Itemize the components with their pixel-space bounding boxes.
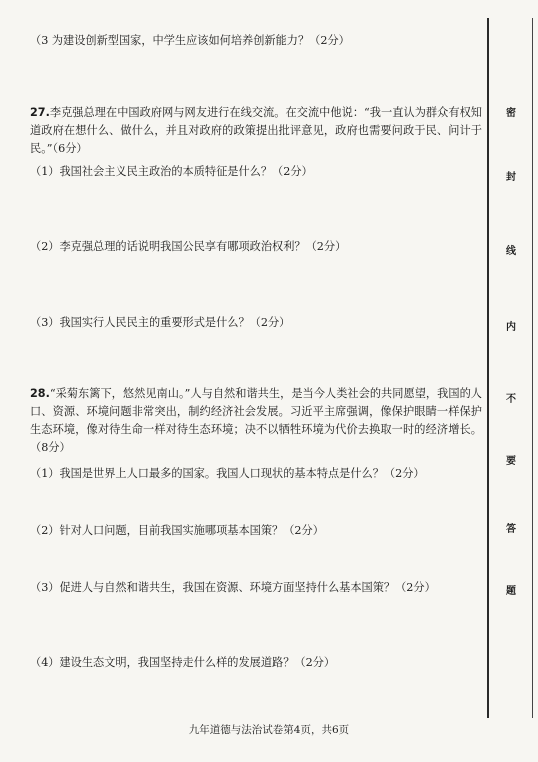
q28-number: 28. — [30, 387, 50, 400]
q28-sub2: （2）针对人口问题，目前我国实施哪项基本国策？（2分） — [30, 524, 324, 537]
q27-sub1: （1）我国社会主义民主政治的本质特征是什么？（2分） — [30, 165, 313, 178]
binding-char: 不 — [503, 390, 519, 405]
q27-stem — [30, 104, 482, 158]
q27-stem-text: 李克强总理在中国政府网与网友进行在线交流。在交流中他说：“我一直认为群众有权知道政府在想什么、做什么，并且对政府的政策提出批评意见，政府也需要问政于民、问计于民。”（6分） — [30, 106, 482, 155]
binding-line — [487, 18, 489, 718]
q28-stem-text: “采菊东篱下，悠然见南山。”人与自然和谐共生，是当今人类社会的共同愿望，我国的人口、资源、环境问题非常突出，制约经济社会发展。习近平主席强调，像保护眼睛一样保护生态环境，像对待生命一样对待生态环境；决不以牺牲环境为代价去换取一时的经济增长。（8分） — [30, 387, 482, 454]
q27-sub2: （2）李克强总理的话说明我国公民享有哪项政治权利？（2分） — [30, 240, 347, 253]
q26-sub3: （3 为建设创新型国家，中学生应该如何培养创新能力？（2分） — [30, 34, 350, 47]
binding-char: 线 — [503, 242, 519, 257]
q27-number: 27. — [30, 106, 50, 119]
q28-stem — [30, 385, 482, 457]
q28-sub1: （1）我国是世界上人口最多的国家。我国人口现状的基本特点是什么？（2分） — [30, 467, 425, 480]
page-footer: 九年道德与法治试卷第4页，共6页 — [188, 724, 350, 736]
binding-char: 题 — [503, 582, 519, 597]
binding-char: 封 — [503, 168, 519, 183]
q28-sub4: （4）建设生态文明，我国坚持走什么样的发展道路？（2分） — [30, 656, 336, 669]
binding-edge — [532, 18, 533, 718]
q28-sub3: （3）促进人与自然和谐共生，我国在资源、环境方面坚持什么基本国策？（2分） — [30, 581, 436, 594]
binding-char: 要 — [503, 452, 519, 467]
binding-char: 答 — [503, 520, 519, 535]
binding-char: 密 — [503, 104, 519, 119]
binding-char: 内 — [503, 318, 519, 333]
q27-sub3: （3）我国实行人民民主的重要形式是什么？（2分） — [30, 316, 291, 329]
